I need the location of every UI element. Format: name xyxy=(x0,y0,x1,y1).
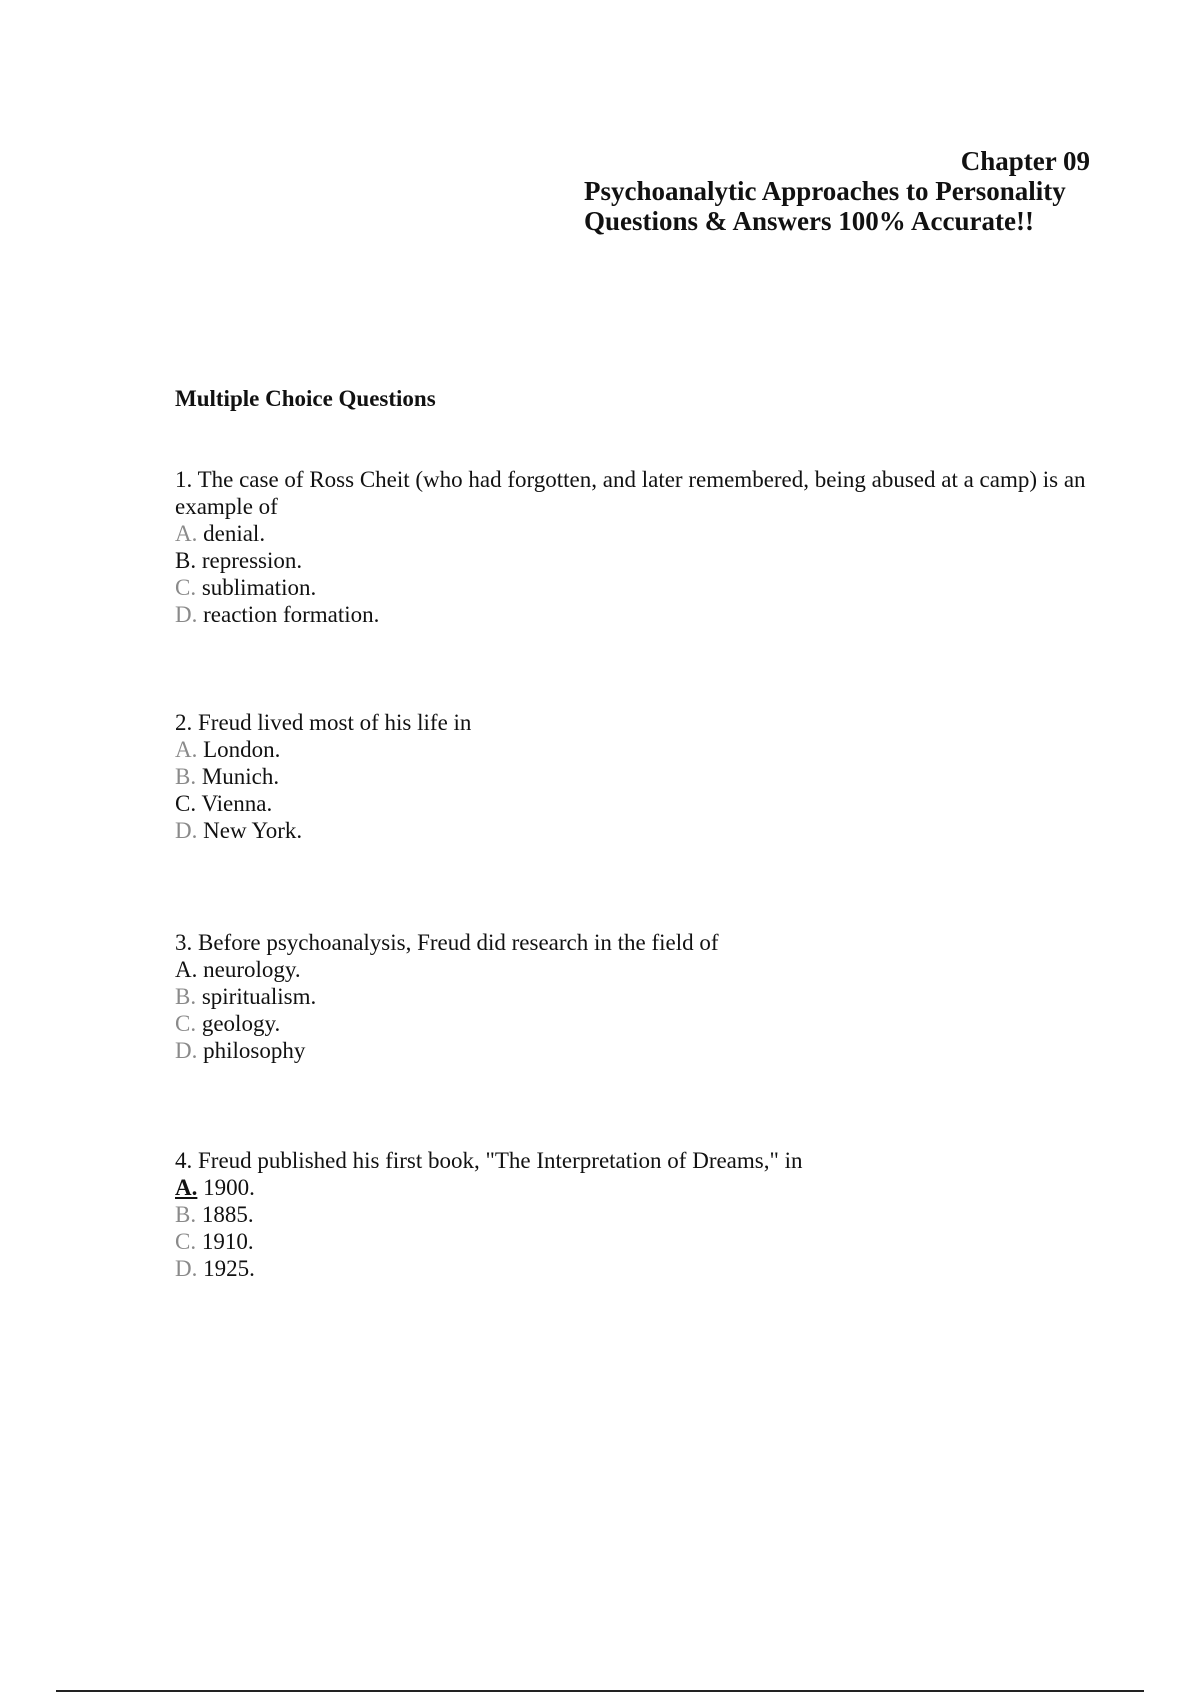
option-c xyxy=(175,1010,1095,1037)
option-a xyxy=(175,736,1095,763)
page-header xyxy=(584,146,1090,236)
chapter-title: Chapter 09 xyxy=(960,146,1090,176)
question-text: 2. Freud lived most of his life in xyxy=(175,710,472,735)
option-text: neurology. xyxy=(203,957,301,982)
option-c xyxy=(175,574,1095,601)
option-text: Munich. xyxy=(201,764,280,789)
option-letter: D. xyxy=(175,602,198,627)
question-1 xyxy=(175,466,1095,628)
question-text: 1. The case of Ross Cheit (who had forgotten, and later remembered, being abused at a camp) is an example of xyxy=(175,467,1086,519)
question-text: 3. Before psychoanalysis, Freud did research in the field of xyxy=(175,930,719,955)
option-letter: C. xyxy=(175,575,197,600)
option-d xyxy=(175,601,1095,628)
option-a-correct xyxy=(175,956,1095,983)
option-letter: B. xyxy=(175,764,197,789)
option-letter: C. xyxy=(175,1229,197,1254)
option-letter: C. xyxy=(175,1011,197,1036)
option-text: London. xyxy=(203,737,281,762)
option-text: sublimation. xyxy=(201,575,317,600)
option-letter: D. xyxy=(175,818,198,843)
option-c xyxy=(175,1228,1095,1255)
option-letter: A. xyxy=(175,1175,198,1200)
option-c-correct xyxy=(175,790,1095,817)
option-letter: B. xyxy=(175,548,197,573)
question-4 xyxy=(175,1147,1095,1282)
option-text: reaction formation. xyxy=(203,602,380,627)
option-letter: B. xyxy=(175,1202,197,1227)
option-text: philosophy xyxy=(203,1038,306,1063)
option-text: denial. xyxy=(203,521,266,546)
option-a-correct xyxy=(175,1174,1095,1201)
option-letter: D. xyxy=(175,1038,198,1063)
option-b xyxy=(175,763,1095,790)
option-b xyxy=(175,1201,1095,1228)
option-letter: C. xyxy=(175,791,197,816)
option-text: New York. xyxy=(203,818,303,843)
question-3 xyxy=(175,929,1095,1064)
question-text: 4. Freud published his first book, "The Interpretation of Dreams," in xyxy=(175,1148,803,1173)
option-letter: B. xyxy=(175,984,197,1009)
bottom-divider xyxy=(56,1690,1144,1692)
document-title: Psychoanalytic Approaches to Personality xyxy=(584,176,1066,206)
option-letter: A. xyxy=(175,737,198,762)
option-text: Vienna. xyxy=(201,791,273,816)
option-d xyxy=(175,1255,1095,1282)
option-text: geology. xyxy=(201,1011,281,1036)
option-text: 1910. xyxy=(201,1229,254,1254)
option-text: 1900. xyxy=(203,1175,255,1200)
question-2 xyxy=(175,709,1095,844)
option-text: repression. xyxy=(201,548,303,573)
option-text: spiritualism. xyxy=(201,984,317,1009)
option-text: 1925. xyxy=(203,1256,255,1281)
option-b-correct xyxy=(175,547,1095,574)
option-b xyxy=(175,983,1095,1010)
option-d xyxy=(175,1037,1095,1064)
option-letter: A. xyxy=(175,521,198,546)
section-title: Multiple Choice Questions xyxy=(175,386,436,411)
document-subtitle: Questions & Answers 100% Accurate!! xyxy=(584,206,1034,236)
option-d xyxy=(175,817,1095,844)
option-letter: A. xyxy=(175,957,198,982)
option-letter: D. xyxy=(175,1256,198,1281)
option-a xyxy=(175,520,1095,547)
option-text: 1885. xyxy=(201,1202,254,1227)
